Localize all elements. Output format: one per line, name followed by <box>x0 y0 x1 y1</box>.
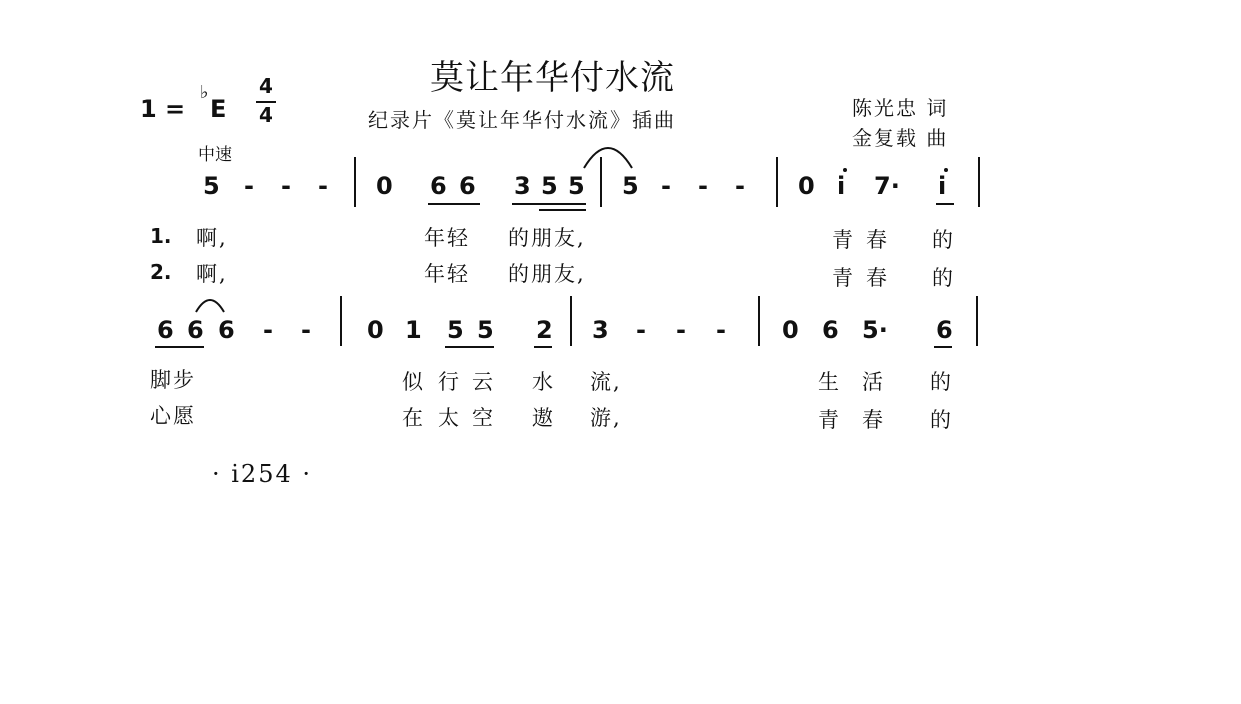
lyric: 遨 <box>532 406 555 430</box>
note-dotted: 7· <box>874 172 900 200</box>
song-title: 莫让年华付水流 <box>430 58 675 98</box>
composer-credit: 金复载 曲 <box>852 126 949 150</box>
lyric: 活 <box>862 370 885 394</box>
lyric: 年轻 <box>424 226 470 250</box>
lyric: 年轻 <box>424 262 470 286</box>
verse-number: 2. <box>150 260 172 284</box>
lyric: 似 <box>402 370 425 394</box>
lyric: 的朋友, <box>508 226 586 250</box>
dash: - <box>244 172 254 200</box>
note: 6 <box>459 172 476 200</box>
note: 5 <box>477 316 494 344</box>
tie <box>196 300 224 312</box>
time-sig-top: 4 <box>259 74 273 98</box>
note: 6 <box>430 172 447 200</box>
dash: - <box>318 172 328 200</box>
note: 5 <box>541 172 558 200</box>
time-sig-bottom: 4 <box>259 103 273 127</box>
key-prefix: 1 = <box>140 95 186 123</box>
lyric: 的 <box>930 370 953 394</box>
lyric: 水 <box>532 370 555 394</box>
note: 5 <box>203 172 220 200</box>
note: 2 <box>536 316 553 344</box>
lyric: 啊, <box>196 226 228 250</box>
dash: - <box>661 172 671 200</box>
song-subtitle: 纪录片《莫让年华付水流》插曲 <box>368 108 676 132</box>
note: 6 <box>218 316 235 344</box>
note: 5 <box>568 172 585 200</box>
flat-sign: ♭ <box>200 82 209 103</box>
note: 6 <box>157 316 174 344</box>
lyric: 的 <box>930 408 953 432</box>
lyric: 脚步 <box>150 368 196 392</box>
note-high: i <box>938 172 947 200</box>
note: 0 <box>798 172 815 200</box>
note: 6 <box>936 316 953 344</box>
dash: - <box>676 316 686 344</box>
lyric: 行 <box>438 370 461 394</box>
lyric: 游, <box>590 406 622 430</box>
note: 5 <box>622 172 639 200</box>
lyric: 太 <box>438 406 461 430</box>
lyric: 流, <box>590 370 622 394</box>
lyric: 春 <box>862 408 885 432</box>
lyric: 在 <box>402 406 425 430</box>
note: 0 <box>376 172 393 200</box>
high-octave-dot <box>944 168 948 172</box>
dash: - <box>281 172 291 200</box>
dash: - <box>698 172 708 200</box>
note-dotted: 5· <box>862 316 888 344</box>
lyric: 青 <box>832 266 855 290</box>
note-high: i <box>837 172 846 200</box>
lyric: 生 <box>818 370 841 394</box>
note: 6 <box>822 316 839 344</box>
lyric: 春 <box>866 266 889 290</box>
note: 0 <box>367 316 384 344</box>
lyric: 的 <box>932 228 955 252</box>
lyric: 空 <box>472 406 495 430</box>
lyric: 的朋友, <box>508 262 586 286</box>
lyric: 青 <box>818 408 841 432</box>
lyric: 青 <box>832 228 855 252</box>
lyric: 云 <box>472 370 495 394</box>
note: 1 <box>405 316 422 344</box>
note: 6 <box>187 316 204 344</box>
tempo-marking: 中速 <box>198 145 232 165</box>
tie <box>584 148 632 168</box>
note: 0 <box>782 316 799 344</box>
lyric: 春 <box>866 228 889 252</box>
page-number: · i254 · <box>212 460 312 488</box>
note: 5 <box>447 316 464 344</box>
lyricist-credit: 陈光忠 词 <box>852 96 949 120</box>
lyric: 啊, <box>196 262 228 286</box>
high-octave-dot <box>843 168 847 172</box>
dash: - <box>716 316 726 344</box>
key-note: E <box>210 95 227 123</box>
dash: - <box>263 316 273 344</box>
verse-number: 1. <box>150 224 172 248</box>
dash: - <box>636 316 646 344</box>
dash: - <box>301 316 311 344</box>
dash: - <box>735 172 745 200</box>
note: 3 <box>514 172 531 200</box>
lyric: 的 <box>932 266 955 290</box>
lyric: 心愿 <box>150 404 196 428</box>
note: 3 <box>592 316 609 344</box>
